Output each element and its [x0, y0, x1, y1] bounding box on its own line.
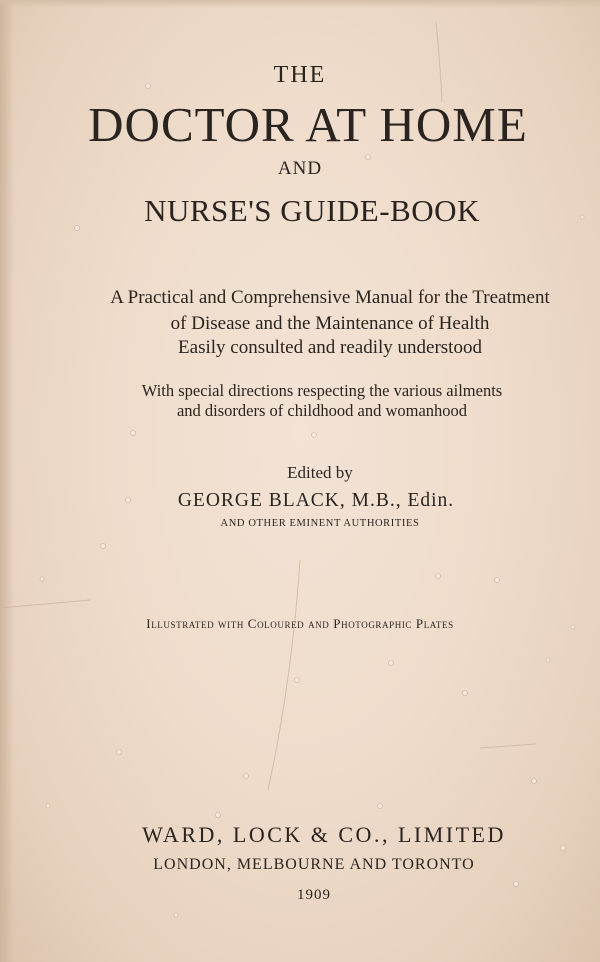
- illustrations-note: Illustrated with Coloured and Photographic Plates: [146, 616, 454, 631]
- description-line: A Practical and Comprehensive Manual for the Treatment: [110, 287, 550, 308]
- special-directions-line: and disorders of childhood and womanhood: [176, 401, 468, 420]
- editor-name: GEORGE BLACK, M.B., Edin.: [177, 490, 455, 511]
- edited-by-label: Edited by: [287, 463, 353, 482]
- title-prefix: THE: [273, 62, 327, 88]
- publisher-cities: LONDON, MELBOURNE AND TORONTO: [153, 856, 475, 873]
- publisher-name: WARD, LOCK & CO., LIMITED: [142, 822, 506, 847]
- title-conjunction: AND: [277, 158, 323, 179]
- publication-year: 1909: [297, 887, 331, 903]
- description-line: Easily consulted and readily understood: [178, 337, 482, 358]
- other-authorities: AND OTHER EMINENT AUTHORITIES: [220, 518, 420, 529]
- special-directions-line: With special directions respecting the various ailments: [141, 381, 503, 400]
- book-title: DOCTOR AT HOME: [88, 97, 528, 152]
- book-subtitle: NURSE'S GUIDE-BOOK: [144, 193, 480, 228]
- description-line: of Disease and the Maintenance of Health: [170, 313, 490, 334]
